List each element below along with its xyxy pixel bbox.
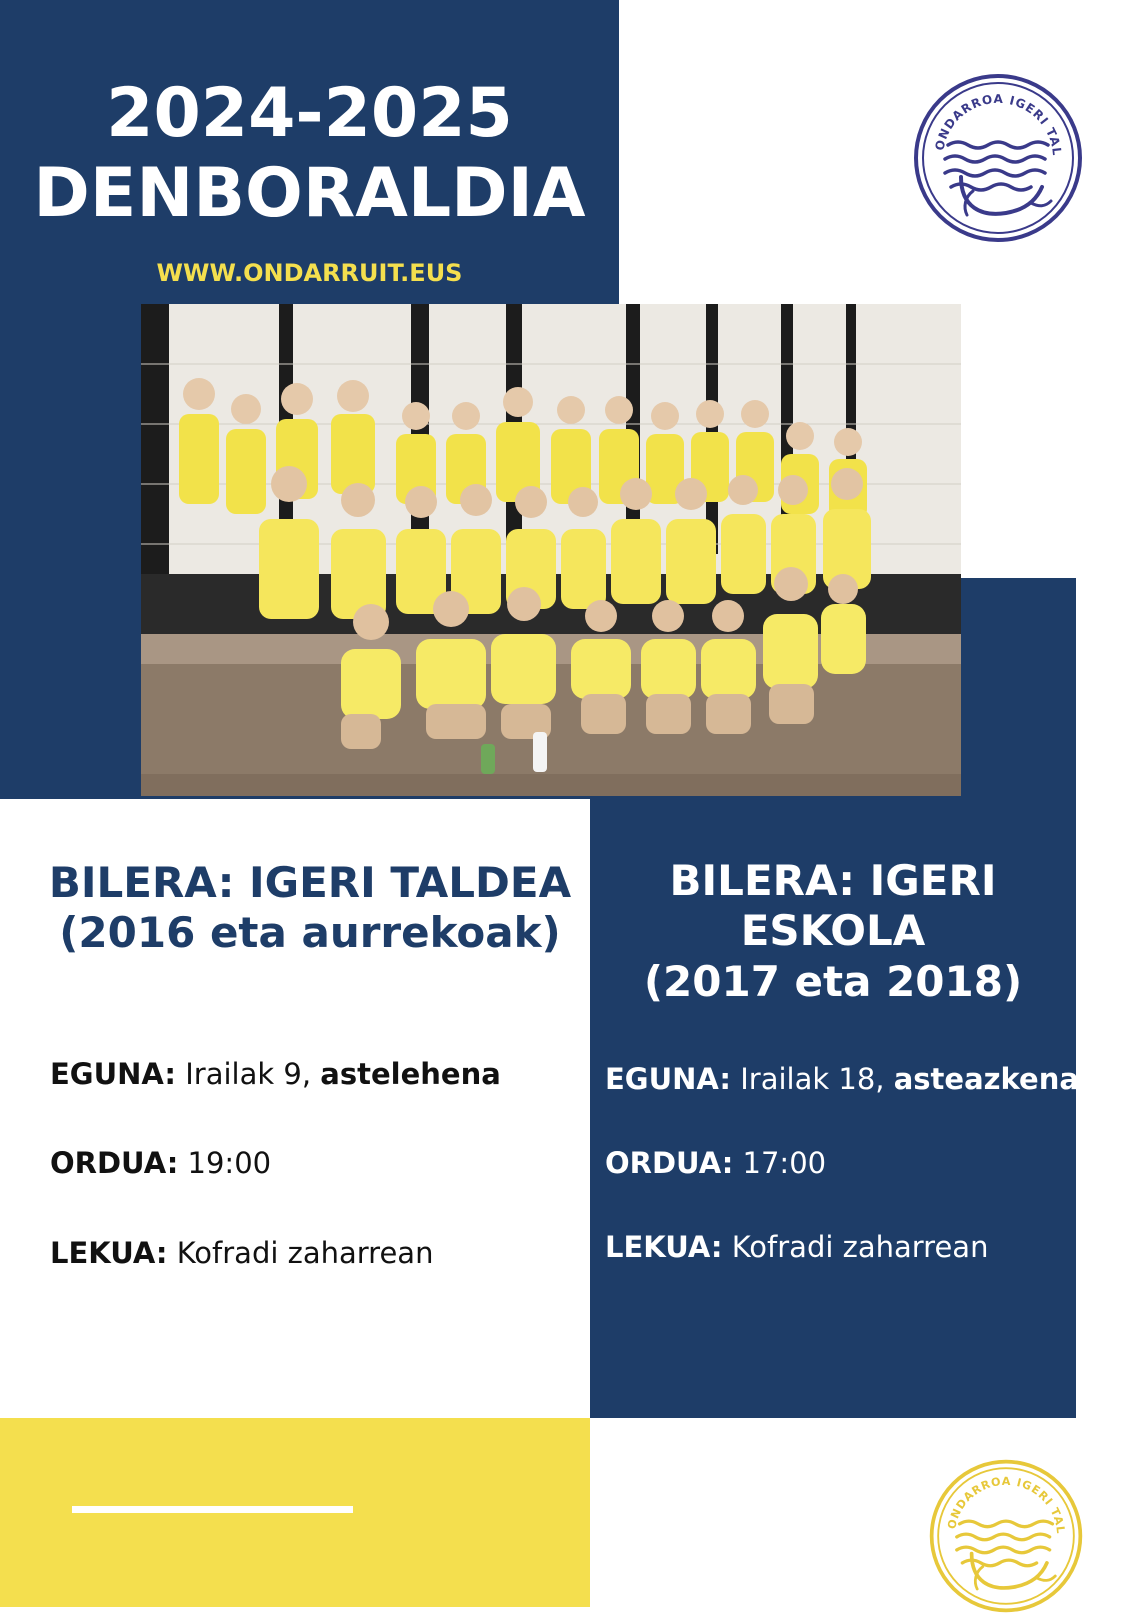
right-meeting-title xyxy=(590,856,1076,1007)
left-meeting-title-line1: BILERA: IGERI TALDEA xyxy=(48,858,572,907)
left-meeting-time xyxy=(50,1146,272,1180)
time-value: 19:00 xyxy=(187,1146,272,1180)
website-link[interactable]: WWW.ONDARRUIT.EUS xyxy=(156,259,463,287)
day-weekday: asteazkena xyxy=(893,1062,1079,1096)
day-label: EGUNA: xyxy=(50,1057,177,1091)
day-weekday: astelehena xyxy=(320,1057,501,1091)
right-meeting-day xyxy=(605,1062,1079,1096)
right-meeting-place xyxy=(605,1230,989,1264)
left-meeting-title-line2: (2016 eta aurrekoak) xyxy=(59,908,561,958)
right-meeting-title-line2: (2017 eta 2018) xyxy=(643,956,1023,1006)
day-value: Irailak 18, xyxy=(740,1062,885,1096)
whale-waves-emblem-icon xyxy=(927,1457,1085,1615)
day-value: Irailak 9, xyxy=(185,1057,312,1091)
place-value: Kofradi zaharrean xyxy=(731,1230,989,1264)
left-meeting-place xyxy=(50,1236,434,1270)
day-label: EGUNA: xyxy=(605,1062,732,1096)
season-title-years: 2024-2025 xyxy=(106,74,513,153)
right-meeting-title-line1: BILERA: IGERI ESKOLA xyxy=(669,856,997,956)
club-logo-top xyxy=(913,73,1083,243)
group-photo-swimmers-icon xyxy=(141,304,961,796)
left-meeting-day xyxy=(50,1057,501,1091)
left-meeting-title xyxy=(30,858,590,959)
logo-arc-text: ONDARROA IGERI TAL xyxy=(932,91,1065,157)
place-label: LEKUA: xyxy=(50,1236,168,1270)
season-title-word: DENBORALDIA xyxy=(33,154,586,233)
logo-arc-text-bottom: ONDARROA IGERI TAL xyxy=(945,1474,1068,1535)
whale-waves-emblem-icon xyxy=(913,73,1083,243)
right-meeting-time xyxy=(605,1146,827,1180)
club-logo-bottom xyxy=(927,1457,1085,1615)
time-label: ORDUA: xyxy=(605,1146,734,1180)
team-group-photo xyxy=(141,304,961,796)
place-label: LEKUA: xyxy=(605,1230,723,1264)
footer-divider-line xyxy=(72,1506,353,1513)
place-value: Kofradi zaharrean xyxy=(176,1236,434,1270)
time-value: 17:00 xyxy=(742,1146,827,1180)
time-label: ORDUA: xyxy=(50,1146,179,1180)
